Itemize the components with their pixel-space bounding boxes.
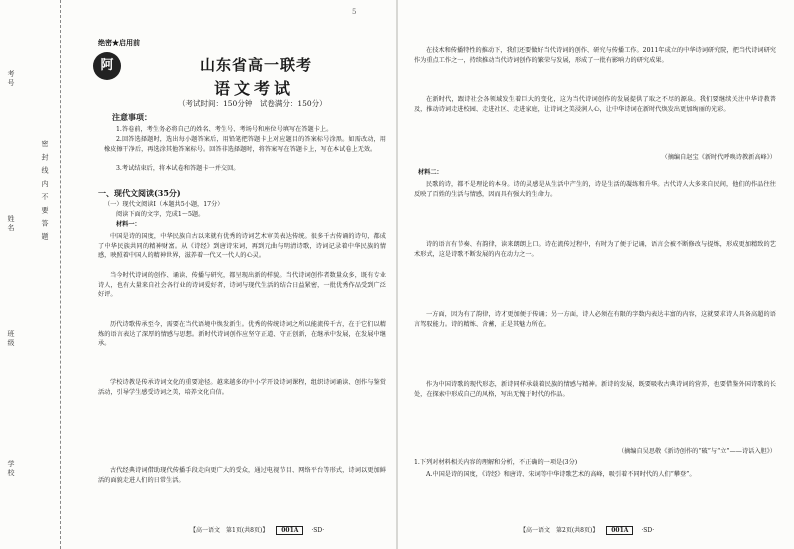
footer-right-sd: ·SD· [641,527,655,534]
footer-right-page: 【高一语文 第2页(共8页)】 [520,527,599,534]
material-2-label: 材料二： [418,169,443,176]
page-mark: 5 [352,8,357,16]
material-2-para-1: 民歌的诗，都不是理论的本身。诗的灵感是从生活中产生的，诗是生活的凝练和升华。古代诗人大多来自民间，他们的作品往往反映了百姓的生活与情感，因而具有强大的生命力。 [414,181,776,198]
material-2-para-2: 诗的语言有节奏、有韵律，读来朗朗上口。诗在流传过程中，有时为了便于记诵，语言会被不断修改与提炼，形成更加精致的艺术形式，这是诗歌不断发展的内在动力之一。 [414,241,776,258]
exam-logo-icon: 阿 [93,52,121,80]
right-para-2: 在新时代，跟诗社会各领域发生着巨大的变化，这为当代诗词创作的发展提供了取之不尽的源泉。我们要继续关注中华诗教普及，推动诗词走进校园、走进社区、走进家庭，让诗词之美浸润人心，让中华诗词在新时代焕发出更加绚丽的光彩。 [414,96,776,113]
exam-subject: 语文考试 [214,79,295,98]
footer-left-page: 【高一语文 第1页(共8页)】 [190,527,269,534]
source-1: （摘编自赵宝《新时代呼唤诗教新高峰》） [661,154,776,161]
secret-mark: 绝密★启用前 [98,38,140,47]
notice-item-2: 2.回答选择题时，选出每小题答案后，用铅笔把答题卡上对应题目的答案标号涂黑。如需改动，用橡皮擦干净后，再选涂其他答案标号。回答非选择题时，将答案写在答题卡上，写在本试卷上无效。 [104,136,386,153]
notice-item-1: 1.答卷前，考生务必将自己的姓名、考生号、考场号和座位号填写在答题卡上。 [116,126,333,133]
material-1-para-1: 中国是诗的国度，中华民族自古以来就有优秀的诗词艺术审美表达传统。很多千古传诵的诗句，都成了中华民族共同的精神财富。从《诗经》到唐诗宋词，再到元曲与明清诗歌，诗词记录着中华民族的情感，映照着中国人的精神世界，滋养着一代又一代人的心灵。 [98,233,386,260]
notice-item-3: 3.考试结束后，将本试卷和答题卡一并交回。 [116,165,240,172]
footer-left-sd: ·SD· [311,527,325,534]
question-1: 1.下列对材料相关内容的理解和分析，不正确的一项是(3分) [414,459,578,466]
section-title: 一、现代文阅读(35分) [98,188,181,198]
margin-label-banji: 班级 [7,330,15,348]
margin-label-kaohao: 考号 [7,70,15,88]
question-1-option-a: A.中国是诗的国度，《诗经》和唐诗、宋词等中华诗歌艺术的高峰，吸引着不同时代的人们“攀登”。 [426,471,696,478]
source-2: （摘编自吴思敬《新诗创作的“破”与“立”——诗话入胆》） [617,448,776,455]
subsection-title: （一）现代文阅读Ⅰ（本题共5小题，17分） [104,201,224,208]
footer-right [520,525,654,535]
margin-label-xingming: 姓名 [7,215,15,233]
material-1-para-2: 当今时代诗词的创作、诵读、传播与研究，都呈现出新的样貌。当代诗词创作者数量众多，既有专业诗人，也有大量来自社会各行业的诗词爱好者，诗词与现代生活的结合日益紧密，一批优秀作品受到广泛好评。 [98,272,386,299]
seal-line-text: 密 封 线 内 不 要 答 题 [41,140,49,242]
material-1-para-4: 学校诗教是传承诗词文化的重要途径。越来越多的中小学开设诗词课程，组织诗词诵读、创作与鉴赏活动，引导学生感受诗词之美，培养文化自信。 [98,379,386,396]
right-para-1: 在技术和传播特性的推动下，我们还要做好当代诗词的创作、研究与传播工作。2011年成立的中华诗词研究院，把当代诗词研究作为重点工作之一，持续推动当代诗词创作的繁荣与发展，形成了一批有影响力的研究成果。 [414,47,776,64]
material-1-para-5: 古代经典诗词借助现代传播手段走向更广大的受众，通过电视节目、网络平台等形式，诗词以更加鲜活的面貌走进人们的日常生活。 [98,467,386,484]
reading-instruction: 阅读下面的文字，完成1～5题。 [116,211,205,218]
margin-label-xuexiao: 学校 [7,460,15,478]
exam-info: （考试时间：150分钟 试卷满分：150分） [178,99,327,108]
exam-title: 山东省高一联考 [200,56,313,74]
notice-title: 注意事项： [112,112,152,122]
footer-right-code: 001A [606,526,633,535]
material-1-para-3: 历代诗歌传承至今，需要在当代语境中焕发新生。优秀的传统诗词之所以能流传千古，在于它们以精炼的语言表达了深厚的情感与思想。新时代诗词创作应坚守正道、守正创新，在继承中发展，在发展中继承。 [98,321,386,348]
binding-margin [0,0,61,549]
footer-left [190,525,324,535]
footer-left-code: 001A [276,526,303,535]
material-2-para-4: 作为中国诗歌的现代形态，新诗同样承载着民族的情感与精神。新诗的发展，既要吸收古典诗词的营养，也要借鉴外国诗歌的长处，在探索中形成自己的风格，写出无愧于时代的作品。 [414,381,776,398]
page-fold [396,0,398,549]
material-1-label: 材料一： [116,221,141,228]
material-2-para-3: 一方面，因为有了韵律，诗才更加便于传诵；另一方面，诗人必须在有限的字数内表达丰富的内容，这就要求诗人具备高超的语言驾驭能力。诗的精炼、含蓄，正是其魅力所在。 [414,311,776,328]
